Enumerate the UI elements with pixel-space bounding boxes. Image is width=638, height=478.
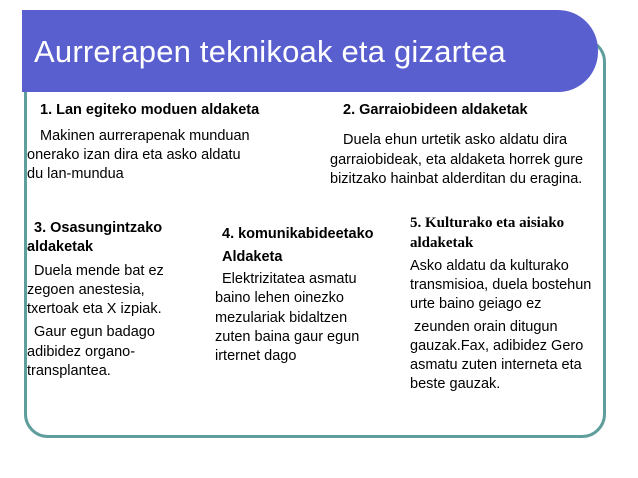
section-4-line: zuten baina gaur egun — [215, 329, 360, 345]
section-3-line: Duela mende bat ez — [34, 263, 164, 279]
section-5-heading: 5. Kulturako eta aisiako — [410, 215, 565, 231]
section-3-line: adibidez organo- — [27, 344, 136, 360]
section-1-line: onerako izan dira eta asko aldatu — [27, 147, 241, 163]
slide-title: Aurrerapen teknikoak eta gizartea — [34, 34, 506, 69]
section-2-line: garraiobideak, eta aldaketa horrek gure — [330, 152, 584, 168]
section-5-line: asmatu zuten interneta eta — [410, 357, 582, 373]
section-2-line: Duela ehun urtetik asko aldatu dira — [343, 132, 568, 148]
section-1-heading: 1. Lan egiteko moduen aldaketa — [40, 102, 260, 118]
section-5-line: Asko aldatu da kulturako — [410, 258, 569, 274]
section-3-line: txertoak eta X izpiak. — [27, 301, 162, 317]
section-4-line: Elektrizitatea asmatu — [222, 271, 357, 287]
section-3-heading: 3. Osasungintzako — [34, 220, 163, 236]
section-3-line: zegoen anestesia, — [27, 282, 145, 298]
section-5-line: gauzak.Fax, adibidez Gero — [410, 338, 584, 354]
section-5-heading: aldaketak — [410, 235, 474, 251]
section-1-line: du lan-mundua — [27, 166, 124, 182]
section-5-line: transmisioa, duela bostehun — [410, 277, 592, 293]
section-5-line: beste gauzak. — [410, 376, 501, 392]
section-2-heading: 2. Garraiobideen aldaketak — [343, 102, 528, 118]
section-4-line: baino lehen oinezko — [215, 290, 344, 306]
section-3-line: Gaur egun badago — [34, 324, 155, 340]
section-4-line: irternet dago — [215, 348, 297, 364]
section-3-heading: aldaketak — [27, 239, 94, 255]
section-4-heading: Aldaketa — [222, 249, 283, 265]
section-2-line: bizitzako hainbat alderditan du eragina. — [330, 171, 583, 187]
section-4-heading: 4. komunikabideetako — [222, 226, 374, 242]
section-1-line: Makinen aurrerapenak munduan — [40, 128, 250, 144]
section-3-line: transplantea. — [27, 363, 111, 379]
section-5-line: urte baino geiago ez — [410, 296, 542, 312]
section-4-line: mezulariak bidaltzen — [215, 310, 348, 326]
section-5-line: zeunden orain ditugun — [414, 319, 558, 335]
